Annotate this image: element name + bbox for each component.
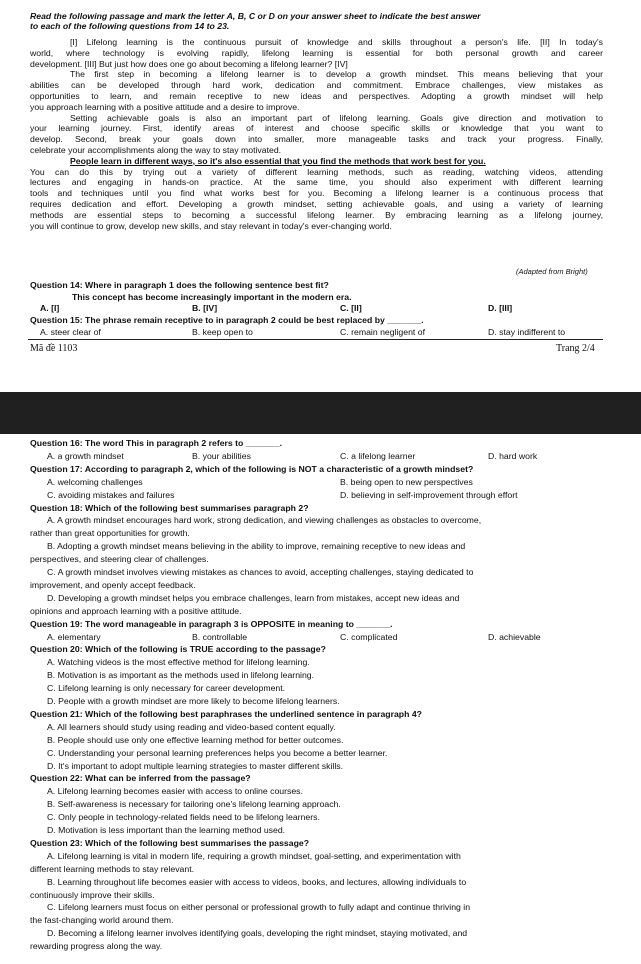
answer-option: D. believing in self-improvement through effort — [340, 489, 518, 500]
exam-code: Mã đề 1103 — [30, 343, 78, 354]
q14-option: A. [I] — [40, 303, 60, 313]
answer-option: A. All learners should study using reading and video-based content equally. — [47, 721, 336, 732]
answer-option: D. Becoming a lifelong learner involves identifying goals, developing the right mindset, staying motivated, and — [47, 928, 468, 939]
answer-option: B. your abilities — [192, 450, 251, 461]
answer-option: C. Lifelong learners must focus on either personal or professional growth to fully adapt and continue thriving in — [47, 902, 471, 913]
passage-line: celebrate your accomplishments along the way to stay motivated. — [30, 145, 282, 155]
exam-page-3 — [0, 434, 641, 964]
passage-line: Setting achievable goals is also an important part of lifelong learning. Goals give direction and motivation to — [70, 112, 603, 123]
answer-option: B. controllable — [192, 631, 248, 642]
question-stem: Question 16: The word This in paragraph 2 refers to _______. — [30, 438, 283, 448]
answer-option: C. complicated — [340, 631, 398, 642]
answer-option: B. People should use only one effective learning method for better outcomes. — [47, 734, 344, 745]
answer-option: C. a lifelong learner — [340, 450, 416, 461]
q15-option: C. remain negligent of — [340, 327, 425, 337]
page-separator — [0, 392, 641, 434]
passage-line: The first step in becoming a lifelong learner is to develop a growth mindset. This means believing that your — [70, 69, 603, 80]
passage-line: You can do this by trying out a variety of different learning methods, such as reading, watching videos, attending — [30, 166, 603, 177]
answer-option: D. achievable — [488, 631, 541, 642]
passage-line: your learning journey. First, identify areas of interest and choose specific skills or knowledge that you want to — [30, 123, 603, 134]
passage-line: world, where technology is evolving rapidly, lifelong learning is essential for both personal growth and career — [30, 47, 603, 58]
answer-option: A. Lifelong learning is vital in modern life, requiring a growth mindset, goal-setting, and experimentation with — [47, 850, 461, 861]
question-15-stem: Question 15: The phrase remain receptive to in paragraph 2 could be best replaced by _______. — [30, 315, 424, 325]
instruction-line: to each of the following questions from 14 to 23. — [30, 21, 230, 31]
answer-option: C. Only people in technology-related fields need to be lifelong learners. — [47, 812, 320, 823]
exam-page-2 — [0, 0, 641, 392]
passage-line: requires dedication and effort. Developing a growth mindset, setting achievable goals, and using a variety of learning — [30, 199, 603, 209]
answer-option: A. a growth mindset — [47, 450, 124, 461]
question-stem: Question 23: Which of the following best summarises the passage? — [30, 837, 310, 848]
answer-option-continued: perspectives, and steering clear of challenges. — [30, 554, 209, 565]
passage-line: [I] Lifelong learning is the continuous pursuit of knowledge and skills throughout a person's life. [II] In today's — [70, 37, 603, 47]
answer-option: B. Self-awareness is necessary for tailoring one's lifelong learning approach. — [47, 799, 341, 810]
page-number: Trang 2/4 — [556, 343, 595, 354]
answer-option-continued: continuously improve their skills. — [30, 889, 155, 900]
passage-line: develop. Second, break your goals down into smaller, more manageable tasks and track your progress. Finally, — [30, 134, 603, 145]
answer-option: D. It's important to adopt multiple learning strategies to master different skills. — [47, 760, 344, 771]
question-stem: Question 20: Which of the following is TRUE according to the passage? — [30, 644, 326, 655]
passage-line: lectures and engaging in hands-on practice. At the same time, you should also experiment with different learning — [30, 177, 603, 188]
source-note: (Adapted from Bright) — [516, 267, 588, 276]
answer-option: D. hard work — [488, 450, 538, 461]
answer-option: C. A growth mindset involves viewing mistakes as chances to avoid, accepting challenges, staying dedicated to — [47, 567, 474, 577]
q15-option: D. stay indifferent to — [488, 327, 566, 337]
q14-option: B. [IV] — [192, 303, 218, 313]
q14-option: C. [II] — [340, 303, 362, 313]
answer-option: B. Adopting a growth mindset means believing in the ability to improve, remaining receptive to new ideas and — [47, 541, 466, 552]
answer-option: A. Watching videos is the most effective method for lifelong learning. — [47, 657, 310, 668]
answer-option-continued: the fast-changing world around them. — [30, 915, 174, 926]
q15-option: A. steer clear of — [40, 327, 101, 337]
answer-option-continued: opinions and approach learning with a positive attitude. — [30, 605, 242, 616]
answer-option: D. Developing a growth mindset helps you embrace challenges, learn from mistakes, accept new ideas and — [47, 592, 460, 603]
question-stem: Question 22: What can be inferred from the passage? — [30, 773, 251, 784]
instruction-line: Read the following passage and mark the letter A, B, C or D on your answer sheet to indicate the best answer — [30, 11, 481, 21]
passage-line: abilities can be developed through hard work, dedication and commitment. Embrace challenges, view mistakes as — [30, 80, 603, 91]
question-stem: Question 19: The word manageable in paragraph 3 is OPPOSITE in meaning to _______. — [30, 618, 393, 629]
answer-option: B. Learning throughout life becomes easier with access to videos, books, and lectures, allowing individuals to — [47, 876, 467, 887]
q14-option: D. [III] — [488, 303, 513, 313]
question-14-stem: Question 14: Where in paragraph 1 does the following sentence best fit? — [30, 280, 329, 290]
footer-divider — [28, 339, 603, 340]
passage-line: development. [III] But just how does one go about becoming a lifelong learner? [IV] — [30, 58, 348, 69]
answer-option-continued: improvement, and openly accept feedback. — [30, 579, 196, 590]
answer-option: D. Motivation is less important than the learning method used. — [47, 825, 286, 835]
answer-option: A. A growth mindset encourages hard work, strong dedication, and viewing challenges as obstacles to overcome, — [47, 515, 482, 526]
answer-option-continued: different learning methods to stay relevant. — [30, 863, 195, 874]
answer-option: D. People with a growth mindset are more likely to become lifelong learners. — [47, 696, 340, 706]
answer-option: C. Lifelong learning is only necessary for career development. — [47, 683, 286, 694]
question-stem: Question 18: Which of the following best summarises paragraph 2? — [30, 502, 309, 513]
question-14-sentence: This concept has become increasingly important in the modern era. — [72, 292, 352, 302]
passage-line: opportunities to learn, and remain receptive to new ideas and perspectives. Adopting a growth mindset will help — [30, 91, 603, 101]
passage-line: tools and techniques until you find what works best for you. Becoming a lifelong learner is a continuous process that — [30, 188, 603, 199]
answer-option: B. being open to new perspectives — [340, 476, 473, 487]
answer-option: B. Motivation is as important as the methods used in lifelong learning. — [47, 670, 315, 681]
answer-option-continued: rewarding progress along the way. — [30, 941, 163, 952]
answer-option: C. Understanding your personal learning preferences helps you become a better learner. — [47, 747, 388, 758]
answer-option: A. elementary — [47, 631, 101, 642]
answer-option-continued: rather than great opportunities for growth. — [30, 528, 190, 539]
answer-option: A. Lifelong learning becomes easier with access to online courses. — [47, 786, 303, 797]
passage-line: methods are essential steps to becoming a successful lifelong learner. By embracing learning as a lifelong journey, — [30, 209, 603, 220]
answer-option: A. welcoming challenges — [47, 476, 143, 487]
passage-line: you approach learning with a positive attitude and a desire to improve. — [30, 101, 300, 112]
question-stem: Question 17: According to paragraph 2, which of the following is NOT a characteristic of a growth mindset? — [30, 463, 474, 474]
question-stem: Question 21: Which of the following best paraphrases the underlined sentence in paragraph 4? — [30, 708, 422, 719]
answer-option: C. avoiding mistakes and failures — [47, 489, 175, 500]
passage-line: People learn in different ways, so it's also essential that you find the methods that work best for you. — [70, 155, 486, 166]
q15-option: B. keep open to — [192, 327, 253, 337]
passage-line: you will continue to grow, develop new skills, and stay relevant in today's ever-changing world. — [30, 220, 392, 231]
